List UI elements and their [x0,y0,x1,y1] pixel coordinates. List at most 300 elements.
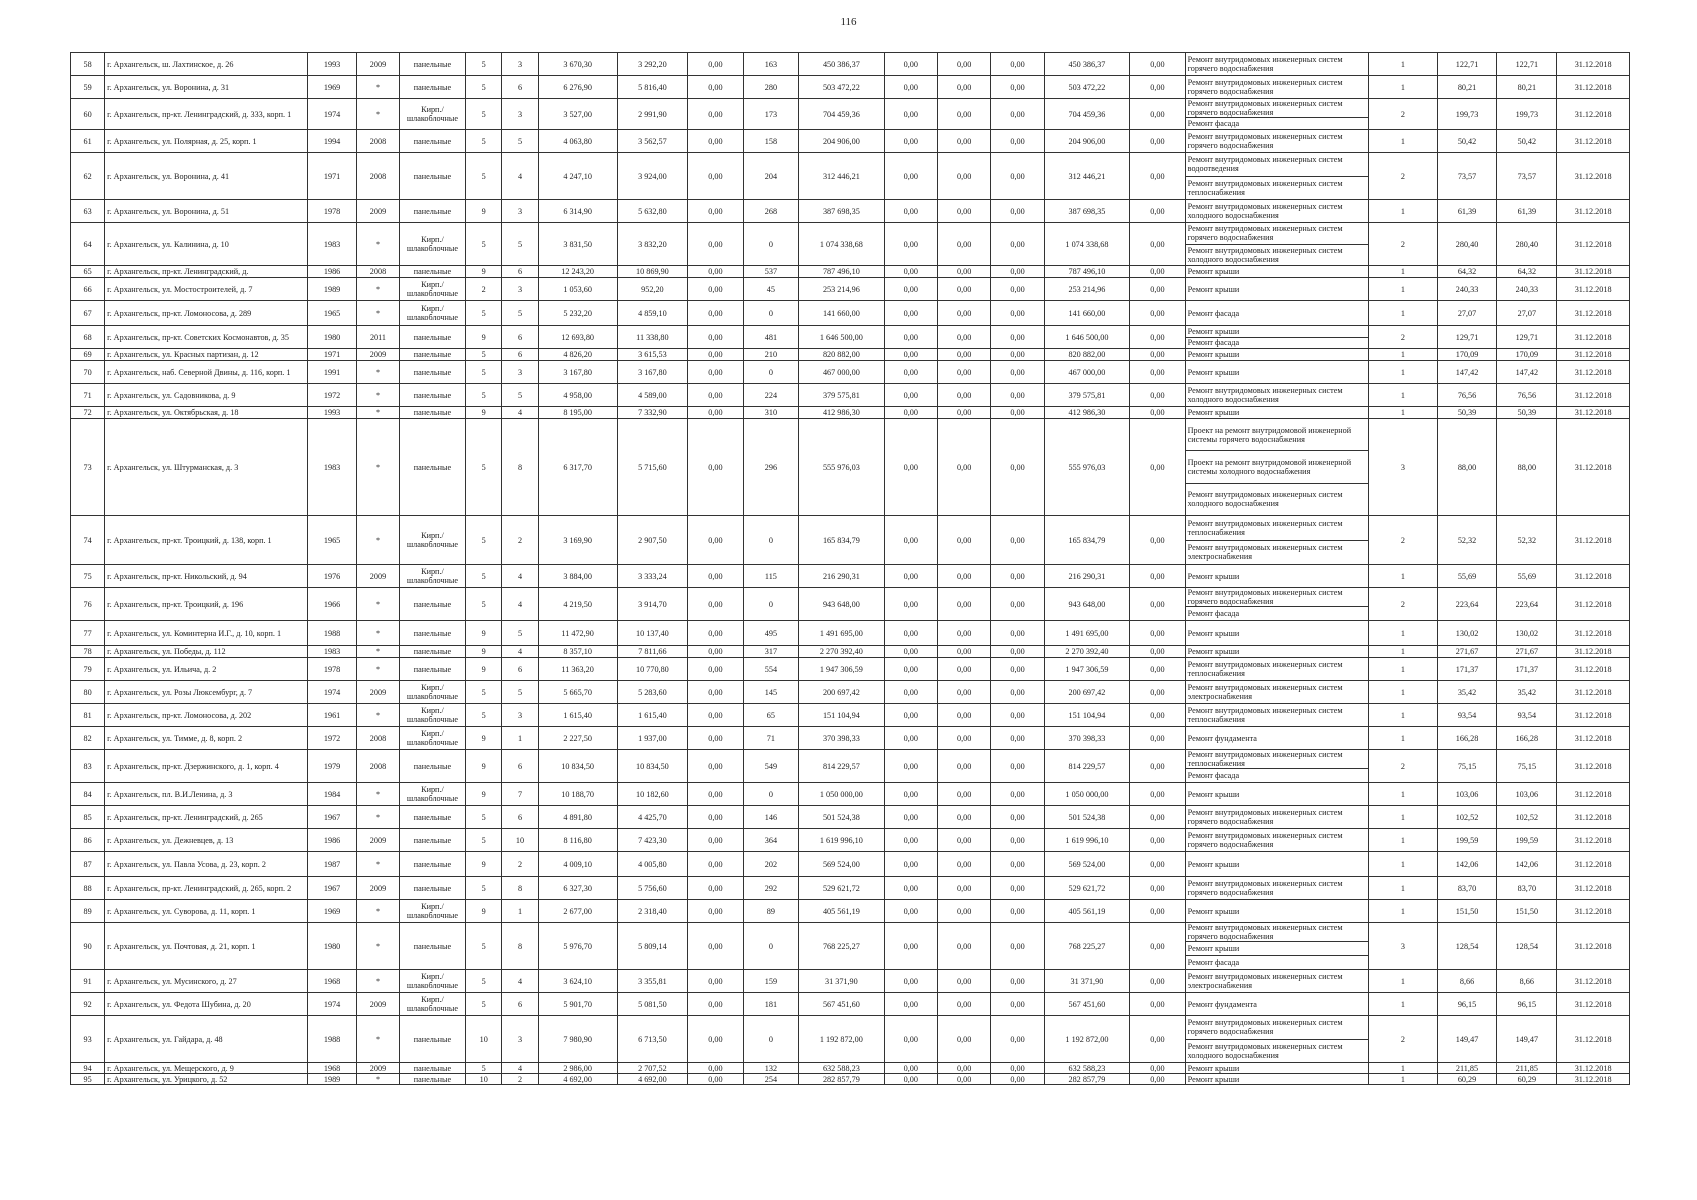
area-nonresidential-cell: 0,00 [688,993,744,1016]
works-cell [1185,384,1369,407]
table-row [71,1016,1630,1063]
area-total-cell: 1 615,40 [538,704,617,727]
area-total-cell: 5 901,70 [538,993,617,1016]
unit-cost-cell: 50,42 [1437,130,1497,153]
work-item: Ремонт внутридомовых инженерных систем холодного водоснабжения [1187,386,1343,404]
funding-regional-cell: 0,00 [937,900,990,923]
cost-total-cell: 151 104,94 [799,704,884,727]
address-cell: г. Архангельск, ул. Воронина, д. 51 [105,200,308,223]
funding-owners-cell: 787 496,10 [1044,266,1129,278]
address-cell: г. Архангельск, ул. Коминтерна И.Г., д. 10, корп. 1 [105,621,308,646]
works-count-cell: 1 [1369,76,1437,99]
works-cell [1185,852,1369,877]
work-item: Ремонт крыши [1187,350,1240,359]
unit-cost-limit-cell: 50,42 [1497,130,1557,153]
unit-cost-cell: 240,33 [1437,278,1497,301]
area-total-cell: 6 327,30 [538,877,617,900]
works-count-cell: 2 [1369,99,1437,130]
funding-other-cell: 0,00 [1130,266,1186,278]
funding-federal-cell: 0,00 [884,877,937,900]
works-list [1186,130,1369,152]
wall-material-cell: панельные [399,1074,465,1085]
entrances-count-cell: 4 [502,1063,538,1074]
funding-federal-cell: 0,00 [884,301,937,326]
row-number-cell: 63 [71,200,105,223]
funding-regional-cell: 0,00 [937,621,990,646]
works-list [1186,1063,1369,1073]
cost-total-cell: 787 496,10 [799,266,884,278]
completion-date-cell: 31.12.2018 [1557,877,1630,900]
unit-cost-cell: 166,28 [1437,727,1497,750]
year-built-cell: 1972 [308,727,357,750]
address-cell: г. Архангельск, пр-кт. Троицкий, д. 196 [105,588,308,621]
funding-owners-cell: 632 588,23 [1044,1063,1129,1074]
funding-owners-cell: 467 000,00 [1044,361,1129,384]
entrances-count-cell: 5 [502,384,538,407]
works-cell [1185,621,1369,646]
work-item: Ремонт крыши [1187,1063,1240,1073]
funding-regional-cell: 0,00 [937,326,990,349]
wall-material-cell: Кирп./ шлакоблочные [399,516,465,565]
wall-material-cell: Кирп./ шлакоблочные [399,970,465,993]
cost-total-cell: 567 451,60 [799,993,884,1016]
completion-date-cell: 31.12.2018 [1557,681,1630,704]
works-count-cell: 1 [1369,646,1437,658]
works-list [1186,588,1369,620]
address-cell: г. Архангельск, ул. Воронина, д. 31 [105,76,308,99]
area-residential-cell: 3 615,53 [617,349,687,361]
funding-other-cell: 0,00 [1130,621,1186,646]
year-overhaul-cell: 2009 [357,829,400,852]
funding-federal-cell: 0,00 [884,349,937,361]
works-list [1186,621,1369,645]
funding-regional-cell: 0,00 [937,349,990,361]
area-residential-cell: 10 182,60 [617,783,687,806]
floors-count-cell: 9 [466,407,502,419]
table-row [71,516,1630,565]
entrances-count-cell: 3 [502,704,538,727]
address-cell: г. Архангельск, пр-кт. Ленинградский, д. [105,266,308,278]
unit-cost-limit-cell: 129,71 [1497,326,1557,349]
funding-other-cell: 0,00 [1130,704,1186,727]
cost-total-cell: 31 371,90 [799,970,884,993]
year-overhaul-cell: * [357,99,400,130]
residents-count-cell: 71 [743,727,799,750]
funding-regional-cell: 0,00 [937,806,990,829]
table-row [71,278,1630,301]
area-residential-cell: 3 355,81 [617,970,687,993]
unit-cost-cell: 130,02 [1437,621,1497,646]
works-list [1186,704,1369,726]
area-residential-cell: 5 715,60 [617,419,687,516]
area-residential-cell: 4 425,70 [617,806,687,829]
year-built-cell: 1991 [308,361,357,384]
table-row [71,419,1630,516]
area-total-cell: 2 677,00 [538,900,617,923]
row-number-cell: 88 [71,877,105,900]
funding-federal-cell: 0,00 [884,681,937,704]
works-count-cell: 1 [1369,349,1437,361]
funding-federal-cell: 0,00 [884,223,937,266]
works-list [1186,266,1369,277]
area-total-cell: 2 227,50 [538,727,617,750]
floors-count-cell: 5 [466,970,502,993]
area-nonresidential-cell: 0,00 [688,223,744,266]
funding-regional-cell: 0,00 [937,200,990,223]
completion-date-cell: 31.12.2018 [1557,349,1630,361]
unit-cost-limit-cell: 199,59 [1497,829,1557,852]
work-item: Ремонт фасада [1186,955,1369,969]
entrances-count-cell: 4 [502,588,538,621]
area-total-cell: 8 357,10 [538,646,617,658]
year-built-cell: 1979 [308,750,357,783]
works-list [1186,278,1369,300]
row-number-cell: 84 [71,783,105,806]
completion-date-cell: 31.12.2018 [1557,565,1630,588]
works-list [1186,301,1369,325]
works-cell [1185,99,1369,130]
unit-cost-cell: 55,69 [1437,565,1497,588]
entrances-count-cell: 10 [502,829,538,852]
row-number-cell: 75 [71,565,105,588]
work-item: Ремонт внутридомовых инженерных систем теплоснабжения [1186,176,1369,200]
funding-federal-cell: 0,00 [884,53,937,76]
year-built-cell: 1961 [308,704,357,727]
funding-regional-cell: 0,00 [937,970,990,993]
completion-date-cell: 31.12.2018 [1557,1016,1630,1063]
unit-cost-limit-cell: 128,54 [1497,923,1557,970]
completion-date-cell: 31.12.2018 [1557,727,1630,750]
residents-count-cell: 210 [743,349,799,361]
funding-federal-cell: 0,00 [884,1063,937,1074]
area-nonresidential-cell: 0,00 [688,658,744,681]
residents-count-cell: 537 [743,266,799,278]
entrances-count-cell: 6 [502,349,538,361]
completion-date-cell: 31.12.2018 [1557,923,1630,970]
works-count-cell: 1 [1369,565,1437,588]
unit-cost-limit-cell: 130,02 [1497,621,1557,646]
funding-other-cell: 0,00 [1130,806,1186,829]
row-number-cell: 85 [71,806,105,829]
unit-cost-cell: 50,39 [1437,407,1497,419]
unit-cost-cell: 171,37 [1437,658,1497,681]
year-overhaul-cell: * [357,76,400,99]
funding-owners-cell: 943 648,00 [1044,588,1129,621]
unit-cost-cell: 73,57 [1437,153,1497,200]
area-residential-cell: 4 859,10 [617,301,687,326]
unit-cost-cell: 102,52 [1437,806,1497,829]
funding-other-cell: 0,00 [1130,750,1186,783]
year-overhaul-cell: * [357,646,400,658]
unit-cost-limit-cell: 83,70 [1497,877,1557,900]
funding-other-cell: 0,00 [1130,658,1186,681]
row-number-cell: 87 [71,852,105,877]
area-residential-cell: 3 167,80 [617,361,687,384]
year-overhaul-cell: * [357,1074,400,1085]
work-item: Ремонт внутридомовых инженерных систем горячего водоснабжения [1187,923,1343,941]
entrances-count-cell: 3 [502,200,538,223]
cost-total-cell: 467 000,00 [799,361,884,384]
funding-local-cell: 0,00 [991,99,1044,130]
funding-other-cell: 0,00 [1130,419,1186,516]
funding-regional-cell: 0,00 [937,130,990,153]
unit-cost-limit-cell: 170,09 [1497,349,1557,361]
year-built-cell: 1989 [308,278,357,301]
works-list [1186,516,1369,564]
funding-local-cell: 0,00 [991,200,1044,223]
work-item: Ремонт внутридомовых инженерных систем холодного водоснабжения [1186,1039,1369,1063]
residents-count-cell: 159 [743,970,799,993]
cost-total-cell: 1 192 872,00 [799,1016,884,1063]
works-list [1186,806,1369,828]
table-row [71,900,1630,923]
funding-local-cell: 0,00 [991,852,1044,877]
row-number-cell: 76 [71,588,105,621]
unit-cost-cell: 142,06 [1437,852,1497,877]
funding-federal-cell: 0,00 [884,658,937,681]
floors-count-cell: 5 [466,99,502,130]
unit-cost-limit-cell: 88,00 [1497,419,1557,516]
entrances-count-cell: 8 [502,923,538,970]
funding-owners-cell: 501 524,38 [1044,806,1129,829]
year-overhaul-cell: * [357,516,400,565]
cost-total-cell: 405 561,19 [799,900,884,923]
funding-regional-cell: 0,00 [937,588,990,621]
cost-total-cell: 501 524,38 [799,806,884,829]
row-number-cell: 86 [71,829,105,852]
wall-material-cell: панельные [399,326,465,349]
year-built-cell: 1986 [308,266,357,278]
wall-material-cell: панельные [399,200,465,223]
area-nonresidential-cell: 0,00 [688,588,744,621]
funding-federal-cell: 0,00 [884,750,937,783]
funding-other-cell: 0,00 [1130,326,1186,349]
unit-cost-limit-cell: 171,37 [1497,658,1557,681]
wall-material-cell: панельные [399,852,465,877]
works-count-cell: 2 [1369,1016,1437,1063]
works-count-cell: 1 [1369,993,1437,1016]
area-nonresidential-cell: 0,00 [688,829,744,852]
year-built-cell: 1987 [308,852,357,877]
funding-federal-cell: 0,00 [884,419,937,516]
entrances-count-cell: 3 [502,278,538,301]
work-item: Ремонт крыши [1187,628,1240,638]
funding-local-cell: 0,00 [991,326,1044,349]
funding-other-cell: 0,00 [1130,923,1186,970]
wall-material-cell: панельные [399,384,465,407]
year-built-cell: 1988 [308,621,357,646]
works-cell [1185,727,1369,750]
year-built-cell: 1971 [308,153,357,200]
wall-material-cell: панельные [399,419,465,516]
area-residential-cell: 1 615,40 [617,704,687,727]
completion-date-cell: 31.12.2018 [1557,407,1630,419]
unit-cost-limit-cell: 280,40 [1497,223,1557,266]
entrances-count-cell: 6 [502,76,538,99]
address-cell: г. Архангельск, ш. Лахтинское, д. 26 [105,53,308,76]
works-count-cell: 1 [1369,278,1437,301]
works-list [1186,923,1369,969]
year-overhaul-cell: * [357,621,400,646]
funding-local-cell: 0,00 [991,970,1044,993]
funding-owners-cell: 387 698,35 [1044,200,1129,223]
cost-total-cell: 204 906,00 [799,130,884,153]
address-cell: г. Архангельск, наб. Северной Двины, д. 116, корп. 1 [105,361,308,384]
entrances-count-cell: 6 [502,326,538,349]
year-built-cell: 1983 [308,223,357,266]
year-overhaul-cell: * [357,704,400,727]
funding-local-cell: 0,00 [991,266,1044,278]
area-nonresidential-cell: 0,00 [688,99,744,130]
completion-date-cell: 31.12.2018 [1557,153,1630,200]
unit-cost-limit-cell: 199,73 [1497,99,1557,130]
works-cell [1185,76,1369,99]
address-cell: г. Архангельск, пр-кт. Никольский, д. 94 [105,565,308,588]
completion-date-cell: 31.12.2018 [1557,704,1630,727]
completion-date-cell: 31.12.2018 [1557,993,1630,1016]
area-nonresidential-cell: 0,00 [688,750,744,783]
works-cell [1185,278,1369,301]
row-number-cell: 73 [71,419,105,516]
residents-count-cell: 254 [743,1074,799,1085]
year-built-cell: 1968 [308,970,357,993]
row-number-cell: 60 [71,99,105,130]
works-list [1186,99,1369,129]
area-nonresidential-cell: 0,00 [688,1016,744,1063]
cost-total-cell: 632 588,23 [799,1063,884,1074]
row-number-cell: 89 [71,900,105,923]
entrances-count-cell: 4 [502,153,538,200]
funding-other-cell: 0,00 [1130,76,1186,99]
unit-cost-cell: 88,00 [1437,419,1497,516]
area-residential-cell: 7 332,90 [617,407,687,419]
funding-regional-cell: 0,00 [937,384,990,407]
residents-count-cell: 0 [743,1016,799,1063]
row-number-cell: 59 [71,76,105,99]
work-item: Ремонт внутридомовых инженерных систем теплоснабжения [1187,706,1343,724]
entrances-count-cell: 3 [502,53,538,76]
funding-federal-cell: 0,00 [884,727,937,750]
funding-owners-cell: 450 386,37 [1044,53,1129,76]
entrances-count-cell: 1 [502,900,538,923]
funding-owners-cell: 529 621,72 [1044,877,1129,900]
unit-cost-limit-cell: 211,85 [1497,1063,1557,1074]
table-row [71,993,1630,1016]
funding-local-cell: 0,00 [991,419,1044,516]
floors-count-cell: 5 [466,565,502,588]
area-nonresidential-cell: 0,00 [688,407,744,419]
unit-cost-limit-cell: 35,42 [1497,681,1557,704]
funding-owners-cell: 503 472,22 [1044,76,1129,99]
area-total-cell: 2 986,00 [538,1063,617,1074]
work-item: Ремонт внутридомовых инженерных систем электроснабжения [1186,540,1369,565]
address-cell: г. Архангельск, пр-кт. Троицкий, д. 138, корп. 1 [105,516,308,565]
entrances-count-cell: 4 [502,407,538,419]
wall-material-cell: Кирп./ шлакоблочные [399,681,465,704]
address-cell: г. Архангельск, ул. Садовникова, д. 9 [105,384,308,407]
unit-cost-cell: 76,56 [1437,384,1497,407]
works-count-cell: 1 [1369,200,1437,223]
funding-local-cell: 0,00 [991,76,1044,99]
funding-local-cell: 0,00 [991,727,1044,750]
works-list [1186,658,1369,680]
funding-local-cell: 0,00 [991,407,1044,419]
cost-total-cell: 768 225,27 [799,923,884,970]
cost-total-cell: 1 491 695,00 [799,621,884,646]
area-nonresidential-cell: 0,00 [688,852,744,877]
address-cell: г. Архангельск, пр-кт. Ленинградский, д. 333, корп. 1 [105,99,308,130]
year-built-cell: 1972 [308,384,357,407]
row-number-cell: 94 [71,1063,105,1074]
row-number-cell: 69 [71,349,105,361]
work-item: Ремонт внутридомовых инженерных систем горячего водоснабжения [1187,78,1343,96]
funding-local-cell: 0,00 [991,278,1044,301]
unit-cost-limit-cell: 149,47 [1497,1016,1557,1063]
table-row [71,621,1630,646]
year-overhaul-cell: * [357,419,400,516]
residents-count-cell: 89 [743,900,799,923]
residents-count-cell: 145 [743,681,799,704]
address-cell: г. Архангельск, пр-кт. Дзержинского, д. 1, корп. 4 [105,750,308,783]
area-residential-cell: 10 137,40 [617,621,687,646]
year-overhaul-cell: * [357,852,400,877]
unit-cost-cell: 147,42 [1437,361,1497,384]
wall-material-cell: Кирп./ шлакоблочные [399,301,465,326]
area-residential-cell: 5 809,14 [617,923,687,970]
residents-count-cell: 296 [743,419,799,516]
row-number-cell: 58 [71,53,105,76]
completion-date-cell: 31.12.2018 [1557,384,1630,407]
entrances-count-cell: 2 [502,852,538,877]
works-list [1186,993,1369,1015]
floors-count-cell: 5 [466,704,502,727]
completion-date-cell: 31.12.2018 [1557,1063,1630,1074]
funding-regional-cell: 0,00 [937,783,990,806]
row-number-cell: 62 [71,153,105,200]
unit-cost-limit-cell: 96,15 [1497,993,1557,1016]
unit-cost-cell: 96,15 [1437,993,1497,1016]
floors-count-cell: 5 [466,384,502,407]
works-cell [1185,153,1369,200]
works-cell [1185,407,1369,419]
work-item: Ремонт фасада [1186,117,1369,129]
table-row [71,806,1630,829]
table-row [71,727,1630,750]
wall-material-cell: Кирп./ шлакоблочные [399,900,465,923]
unit-cost-limit-cell: 75,15 [1497,750,1557,783]
entrances-count-cell: 8 [502,877,538,900]
works-cell [1185,877,1369,900]
unit-cost-limit-cell: 60,29 [1497,1074,1557,1085]
wall-material-cell: панельные [399,76,465,99]
area-total-cell: 3 169,90 [538,516,617,565]
funding-federal-cell: 0,00 [884,621,937,646]
unit-cost-cell: 129,71 [1437,326,1497,349]
residents-count-cell: 280 [743,76,799,99]
works-list [1186,646,1369,657]
entrances-count-cell: 7 [502,783,538,806]
funding-local-cell: 0,00 [991,384,1044,407]
funding-local-cell: 0,00 [991,516,1044,565]
year-overhaul-cell: * [357,783,400,806]
residents-count-cell: 132 [743,1063,799,1074]
area-total-cell: 8 116,80 [538,829,617,852]
works-count-cell: 1 [1369,704,1437,727]
area-residential-cell: 10 869,90 [617,266,687,278]
completion-date-cell: 31.12.2018 [1557,326,1630,349]
floors-count-cell: 5 [466,681,502,704]
unit-cost-cell: 8,66 [1437,970,1497,993]
